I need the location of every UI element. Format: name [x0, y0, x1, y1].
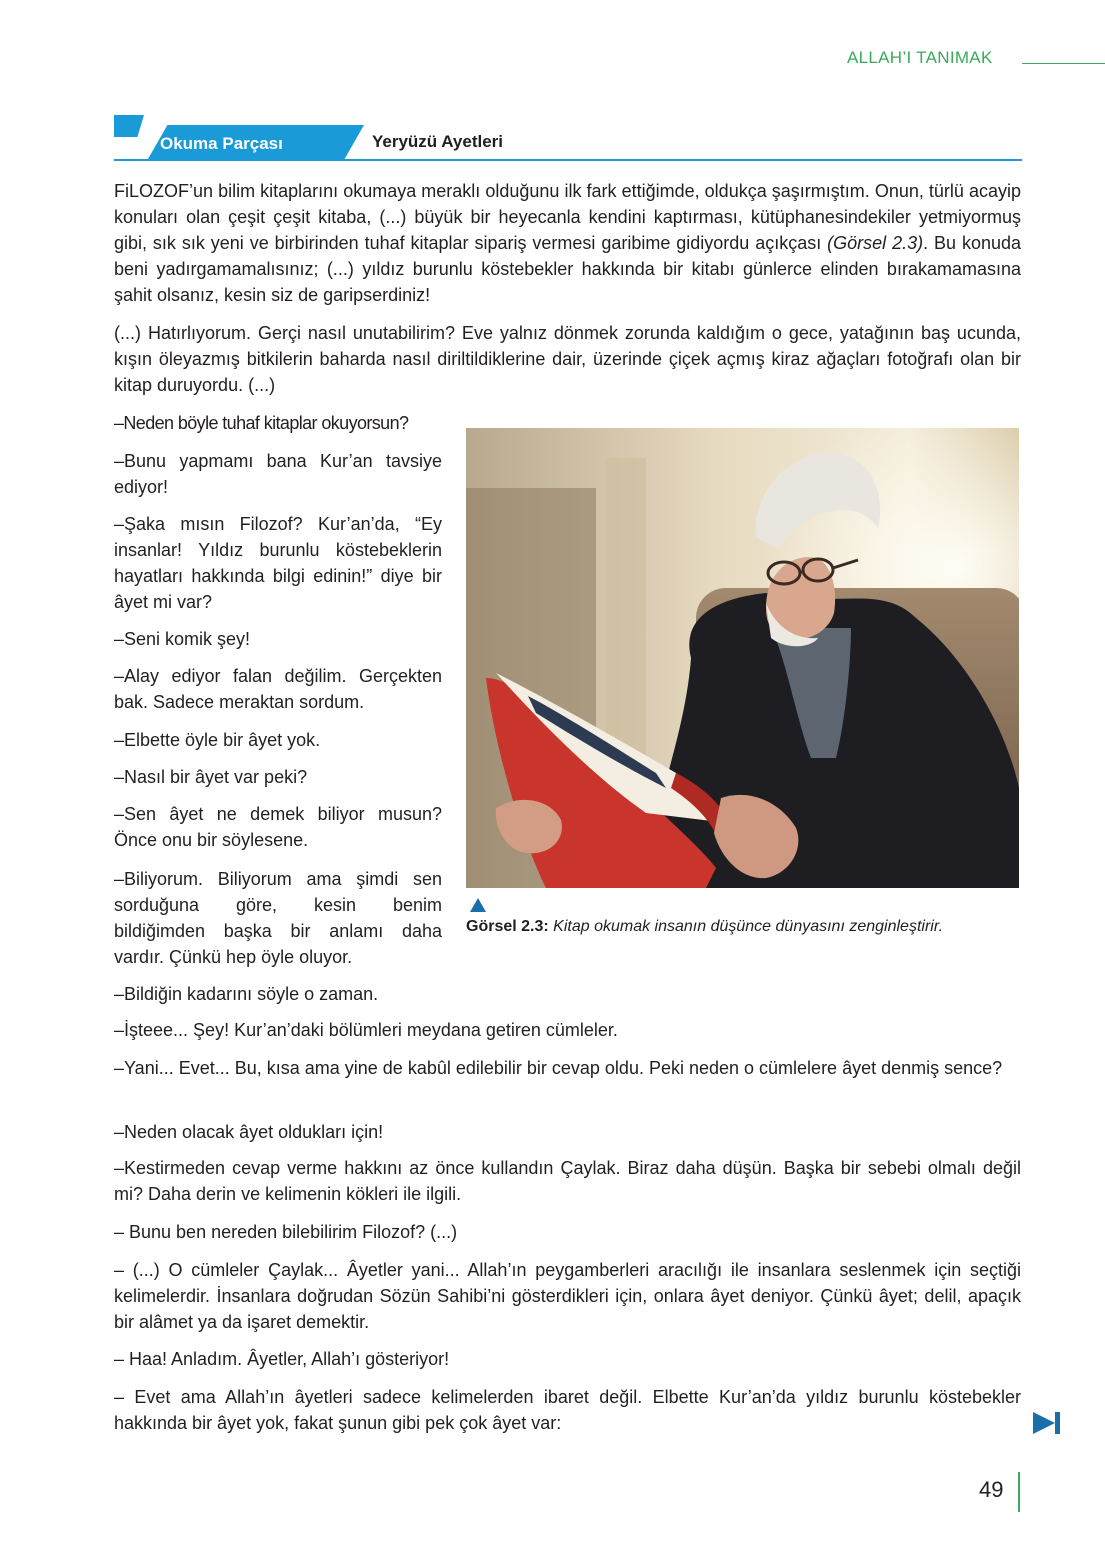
dialogue-line: – Haa! Anladım. Âyetler, Allah’ı gösteriyor!	[114, 1349, 450, 1369]
figure-caption	[466, 918, 943, 936]
section-rule	[114, 159, 1022, 161]
dialogue-line: –Elbette öyle bir âyet yok.	[114, 730, 321, 750]
dialogue-line: –Şaka mısın Filozof? Kur’an’da, “Ey insanlar! Yıldız burunlu köstebeklerin hayatları hakkında bilgi edinin!” diye bir âyet mi var?	[114, 514, 442, 612]
dialogue-line: –Seni komik şey!	[114, 629, 251, 649]
section-corner-mark	[114, 115, 144, 137]
figure-label: Görsel 2.3:	[466, 918, 549, 935]
dialogue-line: –Nasıl bir âyet var peki?	[114, 767, 308, 787]
dialogue-line: –Biliyorum. Biliyorum ama şimdi sen sorduğuna göre, kesin benim bildiğimden başka bir anlamı daha vardır. Çünkü hep öyle oluyor.	[114, 869, 442, 967]
dialogue-line: –İşteee... Şey! Kur’an’daki bölümleri meydana getiren cümleler.	[114, 1020, 618, 1040]
running-head	[820, 47, 1105, 71]
next-page-icon[interactable]	[1033, 1412, 1061, 1434]
dialogue-line: –Bunu yapmamı bana Kur’an tavsiye ediyor!	[114, 451, 442, 497]
dialogue-line: –Neden böyle tuhaf kitaplar okuyorsun?	[114, 413, 409, 433]
dialogue-line: –Alay ediyor falan değilim. Gerçekten bak. Sadece meraktan sordum.	[114, 666, 442, 712]
dialogue-line: – Bunu ben nereden bilebilirim Filozof? (...)	[114, 1222, 458, 1242]
photo-man-reading-book	[466, 428, 1019, 888]
caption-marker-icon	[470, 898, 486, 912]
dialogue-line: –Yani... Evet... Bu, kısa ama yine de kabûl edilebilir bir cevap oldu. Peki neden o cümlelere âyet denmiş sence?	[114, 1058, 1003, 1078]
page-number-rule	[1018, 1472, 1020, 1512]
dialogue-line: –Sen âyet ne demek biliyor musun? Önce onu bir söylesene.	[114, 804, 442, 850]
chapter-title-rule	[1022, 63, 1105, 64]
figure-caption-text: Kitap okumak insanın düşünce dünyasını zenginleştirir.	[553, 918, 944, 935]
section-header	[114, 115, 1022, 165]
intro-paragraph-2: (...) Hatırlıyorum. Gerçi nasıl unutabilirim? Eve yalnız dönmek zorunda kaldığım o gece, yatağının baş ucunda, kışın öleyazmış bitkilerin baharda nasıl diriltildiklerine dair, üzerinde çiçek açmış kiraz ağaçları fotoğrafı olan bir kitap duruyordu. (...)	[114, 323, 1021, 395]
chapter-title: ALLAH’I TANIMAK	[847, 48, 993, 67]
page-number: 49	[979, 1477, 1004, 1502]
section-label: Okuma Parçası	[160, 134, 283, 153]
intro-text-start: FiLOZOF’un bilim kitaplarını okumaya meraklı olduğunu ilk fark ettiğimde, oldukça şaşırmıştım. Onun, türlü acayip konuları olan çeşit çeşit kitaba, (...) büyük bir heyecanla kendini kaptırması, kütüphanesindekiler yetmiyormuş gibi, sık sık yeni ve birbirinden tuhaf kitaplar sipariş vermesi garibime gidiyordu açıkçası	[114, 181, 1021, 253]
dialogue-line: – (...) O cümleler Çaylak... Âyetler yani... Allah’ın peygamberleri aracılığı ile insanlara seslenmek için seçtiği kelimelerdir. İnsanlara doğrudan Sözün Sahibi’ni gösterdikleri için, onlara âyet deniyor. Çünkü âyet; delil, apaçık bir alâmet ya da işaret demektir.	[114, 1260, 1021, 1332]
photo-illustration	[466, 428, 1019, 888]
dialogue-line: – Evet ama Allah’ın âyetleri sadece kelimelerden ibaret değil. Elbette Kur’an’da yıldız burunlu köstebekler hakkında bir âyet yok, fakat şunun gibi pek çok âyet var:	[114, 1387, 1021, 1433]
intro-paragraph-1	[114, 178, 1021, 308]
dialogue-line: –Kestirmeden cevap verme hakkını az önce kullandın Çaylak. Biraz daha düşün. Başka bir sebebi olmalı değil mi? Daha derin ve kelimenin kökleri ile ilgili.	[114, 1158, 1021, 1204]
section-title: Yeryüzü Ayetleri	[372, 132, 504, 151]
dialogue-line: –Bildiğin kadarını söyle o zaman.	[114, 984, 379, 1004]
dialogue-line: –Neden olacak âyet oldukları için!	[114, 1122, 384, 1142]
figure-reference: (Görsel 2.3)	[827, 233, 924, 253]
intro-text-end: . Bu konuda beni yadırgamamalısınız; (...) yıldız burunlu köstebekler hakkında bir kitabı günlerce elinden bırakamamasına şahit olsanız, kesin siz de garipserdiniz!	[114, 233, 1022, 305]
